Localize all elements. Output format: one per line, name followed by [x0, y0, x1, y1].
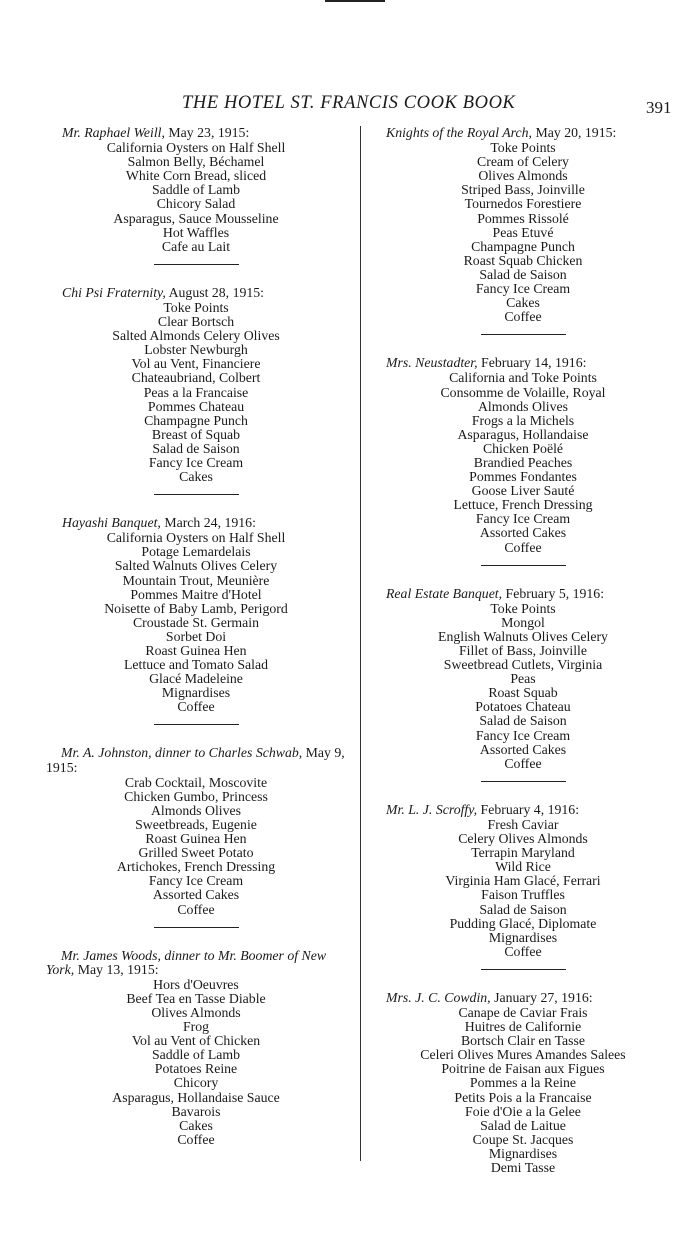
menu-date: February 4, 1916: [477, 801, 580, 817]
menu-item: Consomme de Volaille, Royal [440, 384, 606, 400]
menu-item: Cakes [506, 295, 540, 311]
menu-entry [370, 356, 676, 554]
menu-item: Bavarois [171, 1103, 221, 1119]
menu-separator [154, 724, 239, 725]
menu-separator [154, 494, 239, 495]
menu-host: Real Estate Banquet, [386, 585, 503, 601]
menu-item: Mountain Trout, Meunière [122, 572, 270, 588]
menu-item: Chicory Salad [156, 196, 236, 212]
menu-item: Fancy Ice Cream [475, 511, 571, 527]
menu-item: Olives Almonds [151, 1004, 241, 1020]
menu-item: Poitrine de Faisan aux Figues [441, 1061, 605, 1077]
menu-item: Noisette of Baby Lamb, Perigord [104, 600, 288, 616]
page-number: 391 [646, 98, 672, 117]
menu-heading [40, 746, 352, 774]
menu-item: Tournedos Forestiere [464, 196, 582, 212]
menu-item: Sweetbread Cutlets, Virginia [443, 657, 603, 673]
menu-date: February 14, 1916: [477, 355, 587, 371]
menu-item: Salted Almonds Celery Olives [112, 328, 280, 344]
menu-item: Demi Tasse [490, 1160, 556, 1175]
menu-item: Foie d'Oie a la Gelee [465, 1103, 581, 1119]
menu-item: Roast Squab [488, 685, 558, 701]
menu-heading [370, 356, 676, 370]
menu-item: Toke Points [490, 600, 556, 616]
menu-item: Salad de Saison [152, 440, 240, 456]
menu-entry [40, 949, 352, 1147]
menu-item: White Corn Bread, sliced [125, 168, 267, 184]
menu-item: Pommes Chateau [147, 398, 245, 414]
menu-item: California Oysters on Half Shell [106, 530, 286, 546]
menu-item: Toke Points [490, 140, 556, 156]
menu-item: Coffee [177, 699, 215, 715]
menu-heading [40, 126, 352, 140]
menu-item: Frogs a la Michels [471, 412, 575, 428]
menu-item: Peas [510, 671, 536, 687]
menu-item: Glacé Madeleine [149, 671, 243, 687]
menu-item: Faison Truffles [481, 887, 565, 903]
menu-item: Assorted Cakes [479, 525, 567, 541]
menu-item: Saddle of Lamb [151, 182, 241, 198]
menu-item: Toke Points [163, 299, 229, 315]
page-header [0, 93, 700, 119]
menu-item: Saddle of Lamb [151, 1047, 241, 1063]
left-column [40, 126, 352, 1147]
menu-item: Lobster Newburgh [144, 342, 248, 358]
menu-host: Mrs. J. C. Cowdin, [386, 989, 491, 1005]
menu-item: Almonds Olives [150, 802, 242, 818]
menu-date: August 28, 1915: [165, 284, 264, 300]
menu-item: Hot Waffles [162, 224, 230, 240]
menu-item: Roast Squab Chicken [463, 252, 583, 268]
menu-item: Coffee [177, 1131, 215, 1147]
menu-item: Salad de Saison [479, 266, 567, 282]
menu-item: Salad de Laitue [480, 1117, 566, 1133]
menu-item: Assorted Cakes [152, 887, 240, 903]
menu-entry [40, 286, 352, 484]
menu-item: Coffee [177, 901, 215, 917]
menu-host: Mr. A. Johnston, dinner to Charles Schwab, [61, 745, 303, 761]
menu-item: Chicken Gumbo, Princess [124, 788, 268, 804]
menu-item: Almonds Olives [477, 398, 569, 414]
menu-item: Frog [182, 1019, 210, 1035]
menu-item: Asparagus, Hollandaise Sauce [112, 1089, 280, 1105]
menu-item: Terrapin Maryland [471, 845, 575, 861]
menu-item: Coffee [504, 943, 542, 959]
menu-item: Fresh Caviar [487, 816, 559, 832]
menu-item: Salmon Belly, Béchamel [127, 154, 265, 170]
top-rule [325, 0, 385, 2]
menu-heading [370, 991, 676, 1005]
menu-item: Striped Bass, Joinville [461, 182, 585, 198]
menu-item: Fancy Ice Cream [148, 454, 244, 470]
menu-host: Mrs. Neustadter, [386, 355, 478, 371]
menu-host: Chi Psi Fraternity, [62, 284, 166, 300]
menu-date: May 13, 1915: [74, 961, 159, 977]
menu-entry [40, 126, 352, 254]
menu-date: January 27, 1916: [490, 989, 593, 1005]
menu-item: Breast of Squab [151, 426, 241, 442]
menu-entry [370, 587, 676, 771]
menu-heading [40, 949, 352, 977]
menu-item: California and Toke Points [449, 370, 597, 386]
menu-item: Artichokes, French Dressing [116, 859, 276, 875]
menu-item: Vol au Vent, Financiere [131, 356, 261, 372]
menu-item: Assorted Cakes [479, 741, 567, 757]
menu-item: Chicory [173, 1075, 219, 1091]
menu-item: Fancy Ice Cream [148, 873, 244, 889]
menu-item: Olives Almonds [478, 168, 568, 184]
menu-item: Pommes Rissolé [477, 210, 569, 226]
menu-item: Roast Guinea Hen [145, 831, 247, 847]
menu-item: Huitres de Californie [464, 1019, 582, 1035]
menu-item: Asparagus, Sauce Mousseline [113, 210, 279, 226]
menu-item: Potatoes Chateau [475, 699, 571, 715]
menu-heading [370, 587, 676, 601]
menu-item: Lettuce and Tomato Salad [124, 657, 268, 673]
menu-item: Cakes [179, 469, 213, 485]
menu-item: Celery Olives Almonds [458, 831, 588, 847]
menu-item: Crab Cocktail, Moscovite [124, 774, 268, 790]
menu-item: Beef Tea en Tasse Diable [126, 990, 266, 1006]
menu-item: Fancy Ice Cream [475, 281, 571, 297]
menu-item: Wild Rice [495, 859, 551, 875]
menu-host: Hayashi Banquet, [62, 515, 161, 531]
menu-separator [481, 781, 566, 782]
menu-item: Vol au Vent of Chicken [131, 1033, 261, 1049]
menu-item: Asparagus, Hollandaise [457, 426, 589, 442]
menu-item: Virginia Ham Glacé, Ferrari [445, 873, 601, 889]
menu-heading [40, 286, 352, 300]
menu-item: Salted Walnuts Olives Celery [114, 558, 278, 574]
menu-item: Chicken Poëlé [482, 440, 564, 456]
menu-item: Croustade St. Germain [132, 614, 260, 630]
menu-entry [370, 126, 676, 324]
menu-host: Mr. L. J. Scroffy, [386, 801, 478, 817]
menu-item: Coffee [504, 539, 542, 555]
menu-entry [40, 746, 352, 916]
menu-item: Chateaubriand, Colbert [131, 370, 261, 386]
menu-date: March 24, 1916: [160, 515, 256, 531]
menu-host: Knights of the Royal Arch, [386, 125, 533, 140]
menu-item: Mignardises [161, 685, 231, 701]
menu-host: Mr. Raphael Weill, [62, 125, 165, 140]
menu-item: Brandied Peaches [473, 454, 573, 470]
menu-date: May 9, 1915: [46, 745, 345, 775]
menu-entry [40, 516, 352, 714]
menu-item: Hors d'Oeuvres [153, 976, 239, 992]
menu-item: Sweetbreads, Eugenie [135, 816, 257, 832]
menu-item: Mignardises [488, 929, 558, 945]
menu-item: Pommes Maitre d'Hotel [130, 586, 262, 602]
menu-item: Sorbet Doi [165, 628, 227, 644]
menu-item: Clear Bortsch [157, 314, 235, 330]
menu-item: Roast Guinea Hen [145, 643, 247, 658]
menu-item: Cream of Celery [477, 154, 569, 170]
column-divider [360, 126, 361, 1161]
menu-item: Celeri Olives Mures Amandes Salees [420, 1047, 626, 1063]
menu-item: Canape de Caviar Frais [458, 1004, 588, 1020]
menu-item: Salad de Saison [479, 713, 567, 729]
menu-item: Cafe au Lait [161, 238, 231, 254]
menu-item: Lettuce, French Dressing [453, 497, 593, 513]
menu-item: Cakes [179, 1117, 213, 1133]
running-title: THE HOTEL ST. FRANCIS COOK BOOK [182, 93, 516, 113]
menu-entry [370, 991, 676, 1175]
menu-heading [370, 803, 676, 817]
menu-item: Salad de Saison [479, 901, 567, 917]
menu-item: California Oysters on Half Shell [106, 140, 286, 156]
menu-separator [481, 565, 566, 566]
menu-separator [154, 264, 239, 265]
menu-item: Champagne Punch [471, 238, 575, 254]
menu-item: Champagne Punch [144, 412, 248, 428]
menu-heading [370, 126, 676, 140]
menu-item: Fillet of Bass, Joinville [458, 643, 587, 658]
menu-host: Mr. James Woods, dinner to Mr. Boomer of New York, [46, 947, 327, 977]
menu-date: February 5, 1916: [502, 585, 605, 601]
menu-item: Potage Lemardelais [141, 544, 251, 560]
menu-separator [481, 334, 566, 335]
menu-item: Pudding Glacé, Diplomate [449, 915, 597, 931]
menu-date: May 23, 1915: [164, 125, 250, 140]
menu-entry [370, 803, 676, 959]
menu-item: Goose Liver Sauté [471, 483, 575, 499]
menu-item: Bortsch Clair en Tasse [460, 1033, 586, 1049]
menu-separator [481, 969, 566, 970]
menu-item: Coffee [504, 755, 542, 771]
menu-item: Pommes a la Reine [469, 1075, 577, 1091]
menu-item: Petits Pois a la Francaise [454, 1089, 592, 1105]
menu-item: Fancy Ice Cream [475, 727, 571, 743]
menu-separator [154, 927, 239, 928]
menu-heading [40, 516, 352, 530]
menu-item: English Walnuts Olives Celery [438, 628, 608, 644]
menu-item: Peas a la Francaise [143, 384, 249, 400]
menu-item: Coffee [504, 309, 542, 325]
menu-item: Pommes Fondantes [469, 469, 577, 485]
menu-item: Peas Etuvé [492, 224, 554, 240]
menu-item: Mignardises [488, 1145, 558, 1161]
menu-item: Grilled Sweet Potato [138, 845, 254, 861]
menu-item: Coupe St. Jacques [472, 1131, 574, 1147]
menu-item: Mongol [501, 614, 545, 630]
menu-item: Potatoes Reine [154, 1061, 238, 1077]
menu-date: May 20, 1915: [532, 125, 617, 140]
right-column [370, 126, 676, 1175]
